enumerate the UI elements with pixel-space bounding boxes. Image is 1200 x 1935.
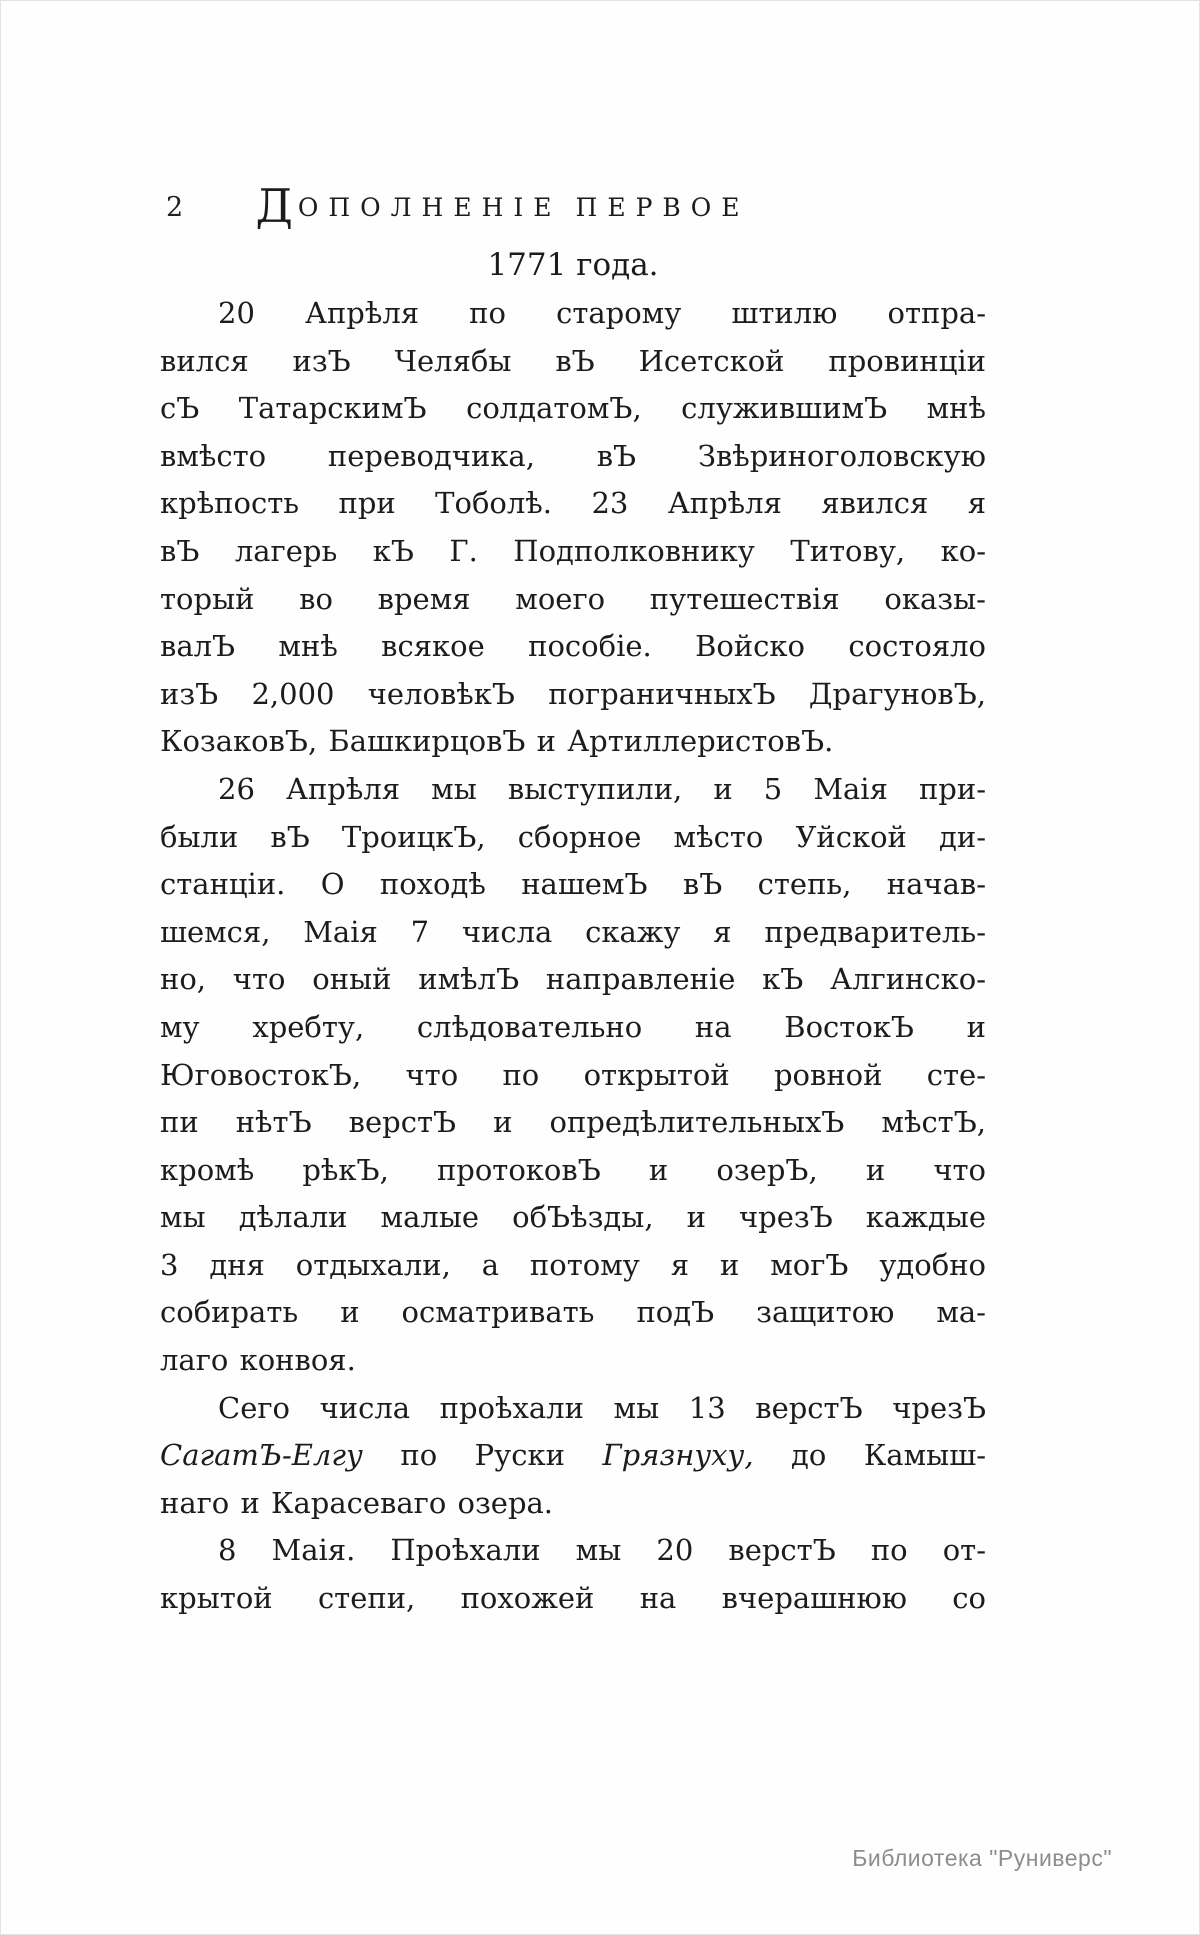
running-head [0,179,1005,233]
text-line: станціи. О походѣ нашемЪ вЪ степь, начав- [160,867,986,902]
text-line: собирать и осматривать подЪ защитою ма- [160,1295,986,1330]
text-line: кромѣ рѣкЪ, протоковЪ и озерЪ, и что [160,1152,986,1187]
text-line: ЮговостокЪ, что по открытой ровной сте- [160,1057,986,1092]
text-line: вился изЪ Челябы вЪ Исетской провинціи [160,343,986,378]
text-line: но, что оный имѣлЪ направленіе кЪ Алгинско- [160,962,986,997]
page-number: 2 [166,192,184,223]
text-line [160,1432,986,1480]
text-line: валЪ мнѣ всякое пособіе. Войско состояло [160,629,986,664]
text-line: 3 дня отдыхали, а потому я и могЪ удобно [160,1247,986,1282]
text-line: пи нѣтЪ верстЪ и опредѣлительныхЪ мѣстЪ, [160,1105,986,1140]
text-line: крѣпость при Тоболѣ. 23 Апрѣля явился я [160,486,986,521]
text-line: му хребту, слѣдовательно на ВостокЪ и [160,1009,986,1044]
text-line: торый во время моего путешествія оказы- [160,581,986,616]
text-segment: до Камыш- [753,1438,986,1473]
text-line: крытой степи, похожей на вчерашнюю со [160,1581,986,1616]
text-line: шемся, Маія 7 числа скажу я предваритель- [160,914,986,949]
text-line: 26 Апрѣля мы выступили, и 5 Маія при- [218,771,986,806]
text-line: лаго конвоя. [160,1343,356,1378]
running-head-word1: ОПОЛНЕНІЕ [297,193,562,222]
text-line: мы дѣлали малые обЪѣзды, и чрезЪ каждые [160,1200,986,1235]
italic-place-name: Грязнуху, [602,1438,754,1473]
text-line: КозаковЪ, БашкирцовЪ и АртиллеристовЪ. [160,724,834,759]
body-text [160,290,986,1623]
text-segment: по Руски [362,1438,603,1473]
text-line: 20 Апрѣля по старому штилю отпра- [218,296,986,330]
text-line: Сего числа проѣхали мы 13 верстЪ чрезЪ [218,1390,986,1425]
running-head-initial: Д [255,179,298,233]
text-line: изЪ 2,000 человѣкЪ пограничныхЪ ДрагуновЪ, [160,676,986,711]
running-head-word2: ПЕРВОЕ [575,193,750,222]
text-line: были вЪ ТроицкЪ, сборное мѣсто Уйской ди- [160,819,986,854]
italic-place-name: СагатЪ-Елгу [160,1438,363,1473]
text-line: наго и Карасеваго озера. [160,1485,554,1520]
library-watermark: Библиотека "Руниверс" [852,1845,1112,1871]
text-line: 8 Маія. Проѣхали мы 20 верстЪ по от- [218,1533,986,1568]
section-year-title: 1771 года. [487,247,659,283]
text-line: вмѣсто переводчика, вЪ Звѣриноголовскую [160,438,986,473]
text-line: вЪ лагерь кЪ Г. Подполковнику Титову, ко- [160,533,986,568]
text-line: сЪ ТатарскимЪ солдатомЪ, служившимЪ мнѣ [160,391,986,426]
